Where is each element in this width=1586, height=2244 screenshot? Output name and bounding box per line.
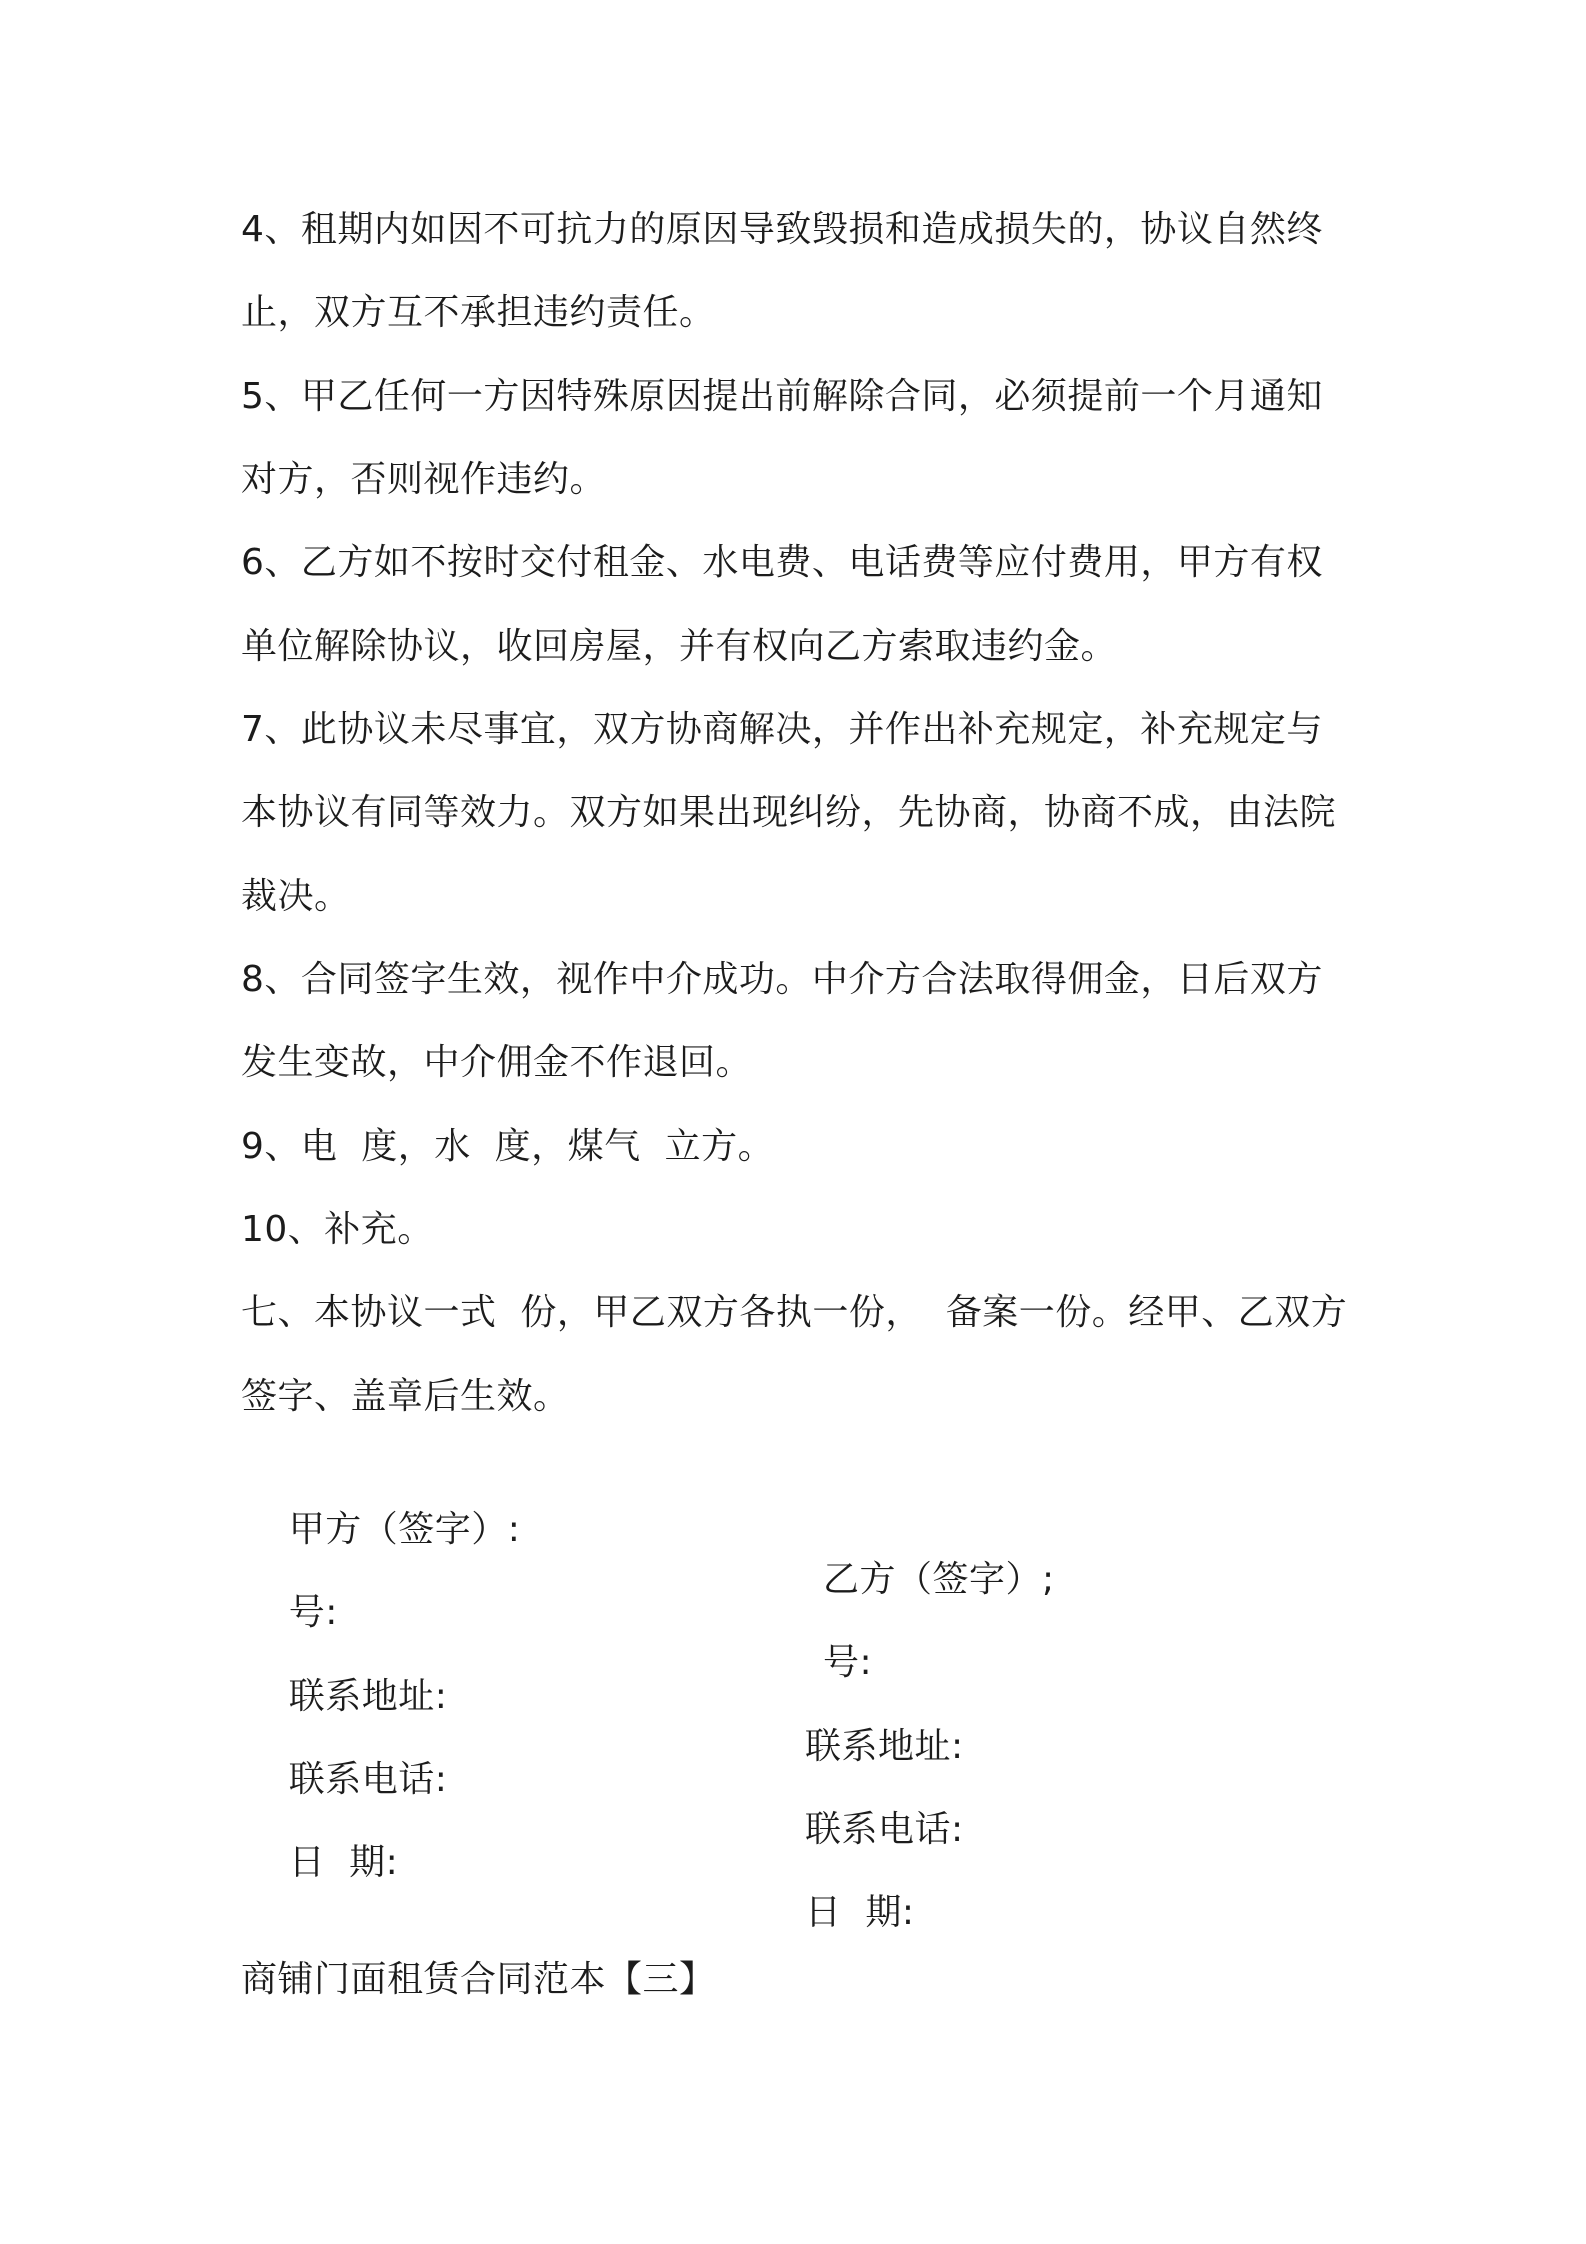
clause-9-line-1: 9、电 度，水 度，煤气 立方。 <box>241 1126 775 1167</box>
party-b-date-label: 日 期: <box>805 1892 915 1933</box>
next-section-title: 商铺门面租赁合同范本【三】 <box>241 1959 716 2000</box>
party-b-address-label: 联系地址: <box>805 1726 964 1767</box>
party-a-address-label: 联系地址: <box>288 1676 448 1717</box>
party-a-date-label: 日 期: <box>288 1842 399 1883</box>
clause-4-line-1: 4、租期内如因不可抗力的原因导致毁损和造成损失的，协议自然终 <box>241 209 1323 250</box>
clause-7-line-1: 7、此协议未尽事宜，双方协商解决，并作出补充规定，补充规定与 <box>241 709 1323 750</box>
party-a-id-label: 号: <box>288 1592 338 1633</box>
clause-7-line-3: 裁决。 <box>241 876 351 917</box>
clause-5-line-2: 对方，否则视作违约。 <box>241 459 607 500</box>
clause-8-line-1: 8、合同签字生效，视作中介成功。中介方合法取得佣金，日后双方 <box>241 959 1323 1000</box>
clause-6-line-1: 6、乙方如不按时交付租金、水电费、电话费等应付费用，甲方有权 <box>241 542 1323 583</box>
clause-10-line-1: 10、补充。 <box>241 1209 434 1250</box>
party-a-phone-label: 联系电话: <box>288 1759 448 1800</box>
party-b-phone-label: 联系电话: <box>805 1809 964 1850</box>
party-a-sign-label: 甲方（签字）: <box>288 1509 521 1550</box>
clause-seven-line-1: 七、本协议一式 份，甲乙双方各执一份， 备案一份。经甲、乙双方 <box>241 1292 1348 1333</box>
clause-4-line-2: 止，双方互不承担违约责任。 <box>241 292 716 333</box>
clause-7-line-2: 本协议有同等效力。双方如果出现纠纷，先协商，协商不成，由法院 <box>241 792 1337 833</box>
clause-6-line-2: 单位解除协议，收回房屋，并有权向乙方索取违约金。 <box>241 626 1118 667</box>
clause-8-line-2: 发生变故，中介佣金不作退回。 <box>241 1042 753 1083</box>
clause-5-line-1: 5、甲乙任何一方因特殊原因提出前解除合同，必须提前一个月通知 <box>241 376 1323 417</box>
party-b-sign-label: 乙方（签字）; <box>823 1559 1055 1600</box>
clause-seven-line-2: 签字、盖章后生效。 <box>241 1376 570 1417</box>
party-b-id-label: 号: <box>823 1642 873 1683</box>
